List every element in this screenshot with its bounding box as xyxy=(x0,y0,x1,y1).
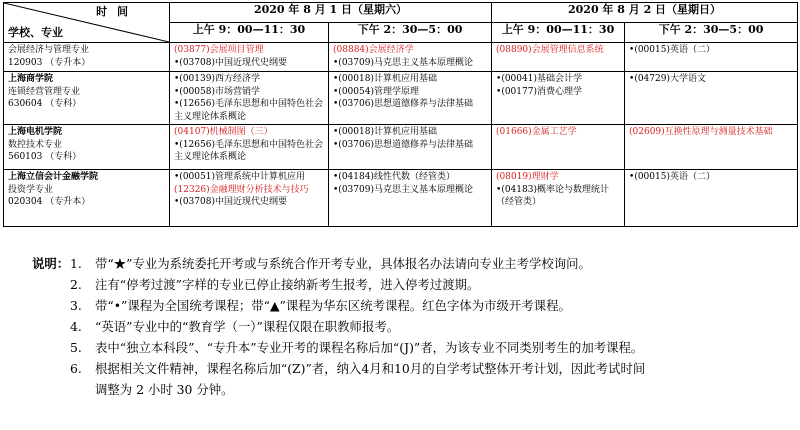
course-entry: •(00041)基础会计学 xyxy=(496,74,582,84)
schedule-body xyxy=(4,43,798,227)
school-name: 上海立信会计金融学院 xyxy=(8,172,99,182)
school-major-cell xyxy=(4,125,170,170)
exam-slot-cell xyxy=(170,43,329,72)
schedule-row xyxy=(4,72,798,125)
course-entry: •(00018)计算机应用基础 xyxy=(333,74,437,84)
notes-title xyxy=(32,316,70,337)
course-entry: •(03709)马克思主义基本原理概论 xyxy=(333,184,473,195)
major-line: 120903 （专升本） xyxy=(8,57,91,68)
course-entry: •(04183)概率论与数理统计（经管类） xyxy=(496,184,609,207)
exam-slot-cell xyxy=(170,170,329,227)
note-number: 2. xyxy=(70,277,82,292)
note-text: 注有“停考过渡”字样的专业已停止接纳新考生报考，进入停考过渡期。 xyxy=(95,277,480,292)
schedule-row xyxy=(4,125,798,170)
exam-slot-cell xyxy=(625,43,798,72)
course-entry: •(00018)计算机应用基础 xyxy=(333,127,437,137)
school-name: 上海商学院 xyxy=(8,74,54,84)
note-text: 表中“独立本科段”、“专升本”专业开考的课程名称后加“(J)”者，为该专业不同类别考生的加考课程。 xyxy=(95,340,644,355)
note-item xyxy=(32,295,792,316)
exam-slot-cell xyxy=(492,43,625,72)
exam-slot-cell xyxy=(170,72,329,125)
course-entry: •(00015)英语（二） xyxy=(629,45,715,55)
notes-title xyxy=(32,295,70,316)
notes-title xyxy=(32,358,70,379)
major-line: 020304 （专升本） xyxy=(8,197,91,207)
school-major-cell xyxy=(4,170,170,227)
slot-d1-pm: 下午 2：30—5：00 xyxy=(329,23,492,43)
note-text: 带“•”课程为全国统考课程；带“▲”课程为华东区统考课程。红色字体为市级开考课程。 xyxy=(95,298,571,313)
time-label: 时 间 xyxy=(96,5,131,18)
schedule-row xyxy=(4,170,798,227)
school-major-label: 学校、专业 xyxy=(8,25,63,39)
note-item xyxy=(32,358,792,379)
header-date-row xyxy=(4,3,798,23)
course-entry: (08019)理财学 xyxy=(496,172,559,182)
course-entry: •(04729)大学语文 xyxy=(629,74,706,84)
exam-slot-cell xyxy=(329,43,492,72)
note-number: 3. xyxy=(70,298,82,313)
notes-list xyxy=(32,253,792,400)
course-entry: •(00015)英语（二） xyxy=(629,172,715,182)
course-entry: •(00051)管理系统中计算机应用 xyxy=(174,172,305,182)
exam-slot-cell xyxy=(329,125,492,170)
course-entry: •(03706)思想道德修养与法律基础 xyxy=(333,99,473,109)
course-entry: •(00177)消费心理学 xyxy=(496,86,582,97)
course-entry: •(03708)中国近现代史纲要 xyxy=(174,197,287,207)
school-major-cell xyxy=(4,72,170,125)
slot-d1-am: 上午 9：00—11：30 xyxy=(170,23,329,43)
course-entry: (08884)会展经济学 xyxy=(333,45,414,55)
note-number: 5. xyxy=(70,340,82,355)
note-item xyxy=(32,274,792,295)
course-entry: (01666)金属工艺学 xyxy=(496,127,577,137)
course-entry: •(12656)毛泽东思想和中国特色社会主义理论体系概论 xyxy=(174,99,323,122)
course-entry: •(00058)市场营销学 xyxy=(174,86,260,97)
note-item xyxy=(32,337,792,358)
major-line: 连锁经营管理专业 xyxy=(8,86,81,97)
exam-schedule-table xyxy=(3,2,798,227)
course-entry: •(04184)线性代数（经管类） xyxy=(333,172,455,182)
course-entry: •(12656)毛泽东思想和中国特色社会主义理论体系概论 xyxy=(174,139,323,162)
date-aug-1: 2020 年 8 月 1 日（星期六） xyxy=(170,3,492,23)
course-entry: •(00139)西方经济学 xyxy=(174,74,260,84)
exam-slot-cell xyxy=(170,125,329,170)
note-number: 1. xyxy=(70,256,82,271)
course-entry: •(03709)马克思主义基本原理概论 xyxy=(333,57,473,68)
school-major-cell xyxy=(4,43,170,72)
course-entry: (04107)机械制图（三） xyxy=(174,127,273,137)
slot-d2-am: 上午 9：00—11：30 xyxy=(492,23,625,43)
exam-slot-cell xyxy=(625,125,798,170)
major-line: 会展经济与管理专业 xyxy=(8,45,90,55)
note-continuation: 调整为 2 小时 30 分钟。 xyxy=(95,382,234,397)
major-line: 560103 （专科） xyxy=(8,152,82,162)
exam-slot-cell xyxy=(492,72,625,125)
major-line: 630604 （专科） xyxy=(8,99,82,109)
major-line: 投资学专业 xyxy=(8,184,54,195)
slot-d2-pm: 下午 2：30—5：00 xyxy=(625,23,798,43)
course-entry: (12326)金融理财分析技术与技巧 xyxy=(174,184,309,195)
notes-section xyxy=(32,253,792,400)
exam-slot-cell xyxy=(492,170,625,227)
note-text: 根据相关文件精神，课程名称后加“(Z)”者，纳入4月和10月的自学考试整体开考计划，因此考试时间 xyxy=(95,361,646,376)
exam-slot-cell xyxy=(625,72,798,125)
date-aug-2: 2020 年 8 月 2 日（星期日） xyxy=(492,3,798,23)
note-number: 6. xyxy=(70,361,82,376)
note-text: “英语”专业中的“教育学（一）”课程仅限在职教师报考。 xyxy=(95,319,400,334)
note-text: 带“★”专业为系统委托开考或与系统合作开考专业，具体报名办法请向专业主考学校询问。 xyxy=(95,256,591,271)
course-entry: (08890)会展管理信息系统 xyxy=(496,45,604,55)
header-corner-cell xyxy=(4,3,170,43)
exam-slot-cell xyxy=(329,170,492,227)
major-line: 数控技术专业 xyxy=(8,139,63,150)
notes-title xyxy=(32,274,70,295)
course-entry: •(03706)思想道德修养与法律基础 xyxy=(333,139,473,150)
course-entry: (03877)会展项目管理 xyxy=(174,45,264,55)
note-item xyxy=(32,316,792,337)
note-item xyxy=(32,253,792,274)
exam-slot-cell xyxy=(492,125,625,170)
course-entry: •(00054)管理学原理 xyxy=(333,86,419,97)
exam-slot-cell xyxy=(625,170,798,227)
schedule-row xyxy=(4,43,798,72)
course-entry: (02609)互换性原理与测量技术基础 xyxy=(629,127,773,137)
notes-title: 说明： xyxy=(32,256,70,271)
notes-title xyxy=(32,337,70,358)
course-entry: •(03708)中国近现代史纲要 xyxy=(174,57,287,68)
exam-slot-cell xyxy=(329,72,492,125)
school-name: 上海电机学院 xyxy=(8,127,63,137)
note-number: 4. xyxy=(70,319,82,334)
